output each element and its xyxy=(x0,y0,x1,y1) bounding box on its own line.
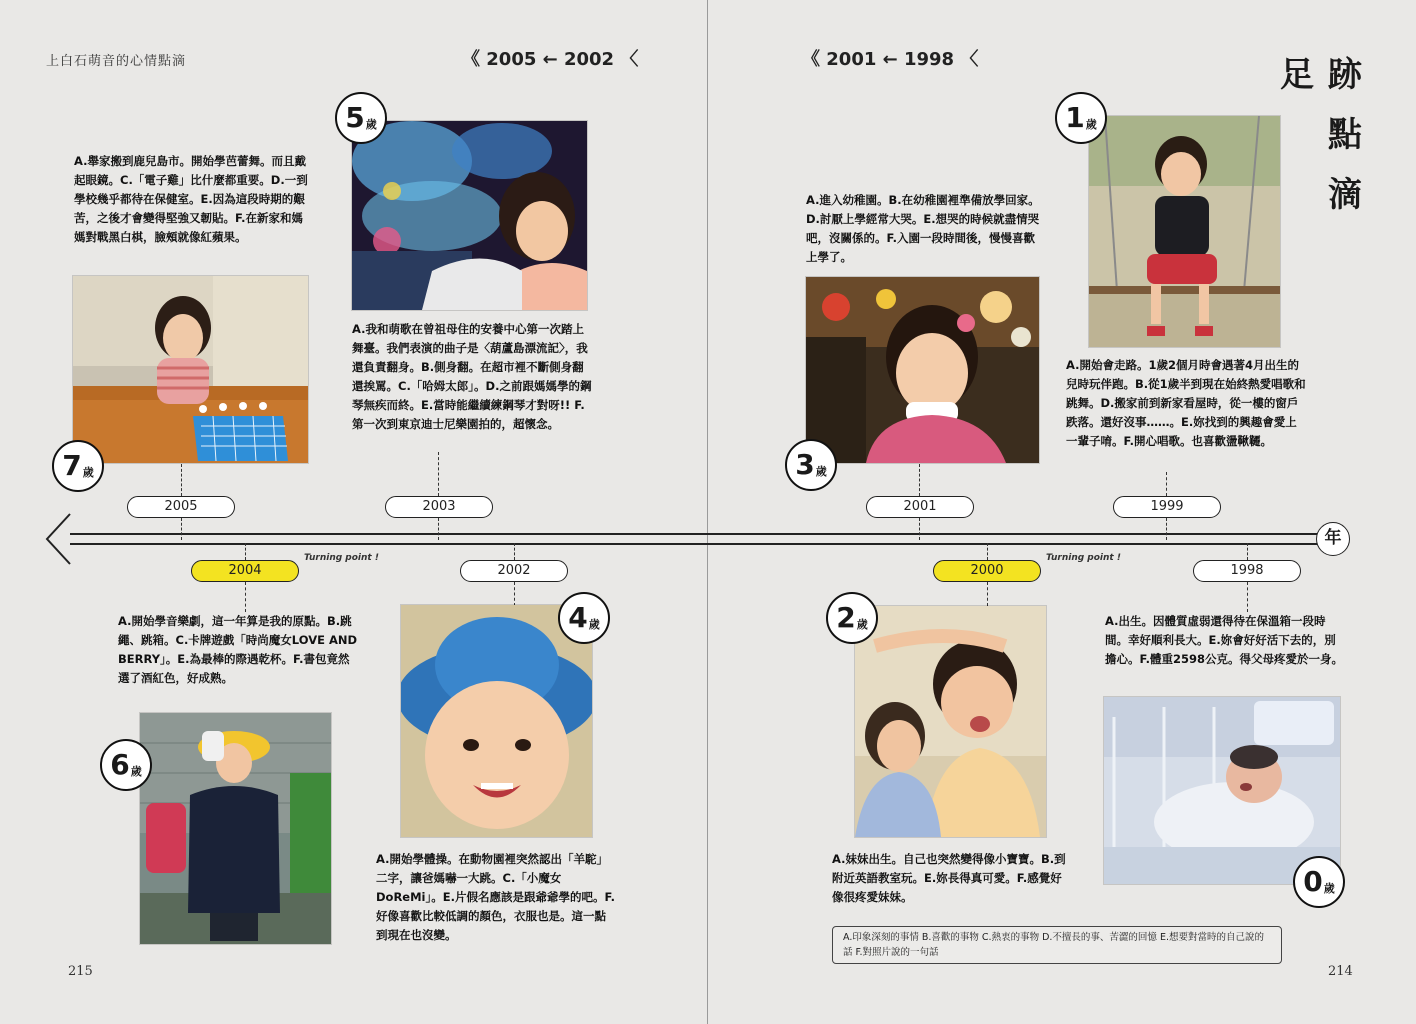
desc-2003: A.我和萌歌在曾祖母住的安養中心第一次踏上舞臺。我們表演的曲子是〈葫蘆島漂流記〉，我還負責翻身。B.側身翻。在超市裡不斷側身翻還挨罵。C.「哈姆太郎」。D.之前跟媽媽學的鋼琴無疾而終。E.當時能繼續練鋼琴才對呀!! F.第一次到東京迪士尼樂園拍的，超懷念。 xyxy=(352,322,592,431)
photo-age-0 xyxy=(1104,697,1340,884)
connector-2003b xyxy=(438,518,439,540)
year-unit-marker: 年 xyxy=(1316,522,1350,556)
legend-box: A.印象深刻的事情 B.喜歡的事物 C.熱衷的事物 D.不擅長的事、苦澀的回憶 E.想要對當時的自己說的話 F.對照片說的一句話 xyxy=(832,926,1282,964)
pill-2004: 2004 xyxy=(191,560,299,582)
connector-2005 xyxy=(181,464,182,496)
connector-2005b xyxy=(181,518,182,540)
pill-1999: 1999 xyxy=(1113,496,1221,518)
desc-2002: A.開始學體操。在動物園裡突然認出「羊駝」二字，讓爸媽嚇一大跳。C.「小魔女DoReMi」。E.片假名應該是跟爺爺學的吧。F.好像喜歡比較低調的顏色，衣服也是。這一點到現在也沒變。 xyxy=(376,852,615,942)
connector-2001 xyxy=(919,464,920,496)
connector-2003 xyxy=(438,452,439,496)
connector-2000 xyxy=(987,543,988,560)
connector-2004 xyxy=(245,543,246,560)
desc-2004: A.開始學音樂劇，這一年算是我的原點。B.跳繩、跳箱。C.卡牌遊戲「時尚魔女LOVE AND BERRY」。E.為最棒的際遇乾杯。F.書包竟然選了酒紅色，好成熟。 xyxy=(118,614,358,685)
age-badge-1: 1 歲 xyxy=(1055,92,1107,144)
title-char-3: 點 xyxy=(1328,115,1362,155)
title-char-2: 跡 xyxy=(1328,55,1362,95)
connector-2002 xyxy=(514,543,515,560)
connector-2002b xyxy=(514,582,515,606)
desc-2000: A.妹妹出生。自己也突然變得像小寶寶。B.到附近英語教室玩。E.妳長得真可愛。F.感覺好像很疼愛妹妹。 xyxy=(832,852,1066,904)
pill-1998: 1998 xyxy=(1193,560,1301,582)
year-range-left: 《 2005 ← 2002 〈 xyxy=(462,49,639,70)
desc-1999: A.開始會走路。1歲2個月時會遇著4月出生的兒時玩伴跑。B.從1歲半到現在始終熱愛唱歌和跳舞。D.搬家前到新家看屋時，從一樓的窗戶跌落。還好沒事……。E.妳找到的興趣會愛上一輩子唷。F.開心唱歌。也喜歡盪鞦韆。 xyxy=(1066,358,1306,448)
photo-age-1 xyxy=(1089,116,1280,347)
page-number-left: 215 xyxy=(68,964,93,979)
connector-2000b xyxy=(987,582,988,606)
age-badge-7: 7 歲 xyxy=(52,440,104,492)
age-badge-0: 0 歲 xyxy=(1293,856,1345,908)
pill-2005: 2005 xyxy=(127,496,235,518)
title-char-1: 足 xyxy=(1280,55,1314,95)
title-char-4: 滴 xyxy=(1328,175,1362,215)
desc-1998: A.出生。因體質虛弱還得待在保溫箱一段時間。幸好順利長大。E.妳會好好活下去的，別擔心。F.體重2598公克。得父母疼愛於一身。 xyxy=(1105,614,1344,666)
running-header: 上白石萌音的心情點滴 xyxy=(46,54,187,69)
photo-age-7 xyxy=(73,276,308,463)
age-badge-4: 4 歲 xyxy=(558,592,610,644)
page-number-right: 214 xyxy=(1328,964,1353,979)
photo-age-5 xyxy=(352,121,587,310)
connector-2001b xyxy=(919,518,920,540)
connector-1999b xyxy=(1166,518,1167,540)
pill-2000: 2000 xyxy=(933,560,1041,582)
photo-age-2 xyxy=(855,606,1046,837)
pill-2001: 2001 xyxy=(866,496,974,518)
photo-age-3 xyxy=(806,277,1039,463)
connector-1998 xyxy=(1247,543,1248,560)
connector-1998b xyxy=(1247,582,1248,612)
year-range-right: 《 2001 ← 1998 〈 xyxy=(802,49,979,70)
age-badge-6: 6 歲 xyxy=(100,739,152,791)
pill-2003: 2003 xyxy=(385,496,493,518)
turning-point-2000: Turning point ! xyxy=(1046,553,1121,563)
turning-point-2004: Turning point ! xyxy=(304,553,379,563)
photo-age-4 xyxy=(401,605,592,837)
connector-1999 xyxy=(1166,472,1167,496)
age-badge-3: 3 歲 xyxy=(785,439,837,491)
desc-2005: A.舉家搬到鹿兒島市。開始學芭蕾舞。而且戴起眼鏡。C.「電子雞」比什麼都重要。D.一到學校幾乎都待在保健室。E.因為這段時期的艱苦，之後才會變得堅強又韌貼。F.在新家和媽媽對戰黑白棋，臉頰就像紅蘋果。 xyxy=(74,154,308,244)
photo-age-6 xyxy=(140,713,331,944)
connector-2004b xyxy=(245,582,246,612)
age-badge-2: 2 歲 xyxy=(826,592,878,644)
pill-2002: 2002 xyxy=(460,560,568,582)
desc-2001: A.進入幼稚園。B.在幼稚園裡準備放學回家。D.討厭上學經常大哭。E.想哭的時候就盡情哭吧，沒關係的。F.入園一段時間後，慢慢喜歡上學了。 xyxy=(806,193,1040,264)
age-badge-5: 5 歲 xyxy=(335,92,387,144)
